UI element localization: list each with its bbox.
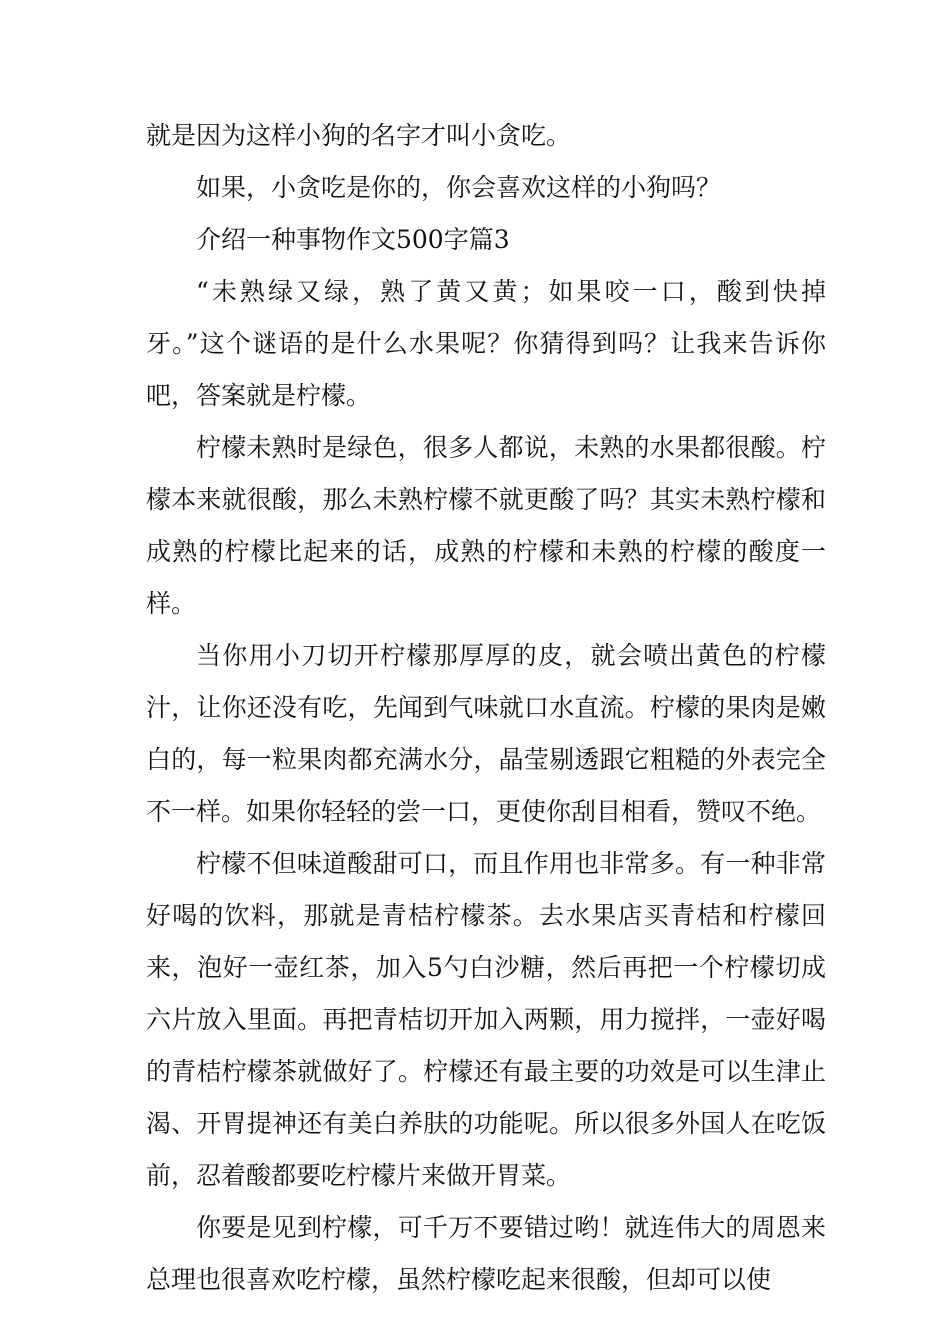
paragraph-continued: 就是因为这样小狗的名字才叫小贪吃。 <box>146 121 572 150</box>
paragraph-lemon-tea: 柠檬不但味道酸甜可口，而且作用也非常多。有一种非常好喝的饮料，那就是青桔柠檬茶。去水果店买青桔和柠檬回来，泡好一壶红茶，加入5勺白沙糖，然后再把一个柠檬切成六片放入里面。再把青桔切开加入两颗，用力搅拌，一壶好喝的青桔柠檬茶就做好了。柠檬还有最主要的功效是可以生津止渴、开胃提神还有美白养肤的功能呢。所以很多外国人在吃饭前，忍着酸都要吃柠檬片来做开胃菜。 <box>146 849 826 1190</box>
article-body <box>146 110 826 1306</box>
paragraph-riddle: “未熟绿又绿，熟了黄又黄；如果咬一口，酸到快掉牙。”这个谜语的是什么水果呢？你猜得到吗？让我来告诉你吧，答案就是柠檬。 <box>146 277 826 410</box>
paragraph-question: 如果，小贪吃是你的，你会喜欢这样的小狗吗？ <box>196 173 722 202</box>
paragraph-closing: 你要是见到柠檬，可千万不要错过哟！就连伟大的周恩来总理也很喜欢吃柠檬，虽然柠檬吃起来很酸，但却可以使 <box>146 1213 826 1294</box>
paragraph-unripe-lemon: 柠檬未熟时是绿色，很多人都说，未熟的水果都很酸。柠檬本来就很酸，那么未熟柠檬不就更酸了吗？其实未熟柠檬和成熟的柠檬比起来的话，成熟的柠檬和未熟的柠檬的酸度一样。 <box>146 433 826 618</box>
paragraph-cutting-lemon: 当你用小刀切开柠檬那厚厚的皮，就会喷出黄色的柠檬汁，让你还没有吃，先闻到气味就口水直流。柠檬的果肉是嫩白的，每一粒果肉都充满水分，晶莹剔透跟它粗糙的外表完全不一样。如果你轻轻的尝一口，更使你刮目相看，赞叹不绝。 <box>146 641 826 826</box>
section-heading: 介绍一种事物作文500字篇3 <box>196 225 510 254</box>
